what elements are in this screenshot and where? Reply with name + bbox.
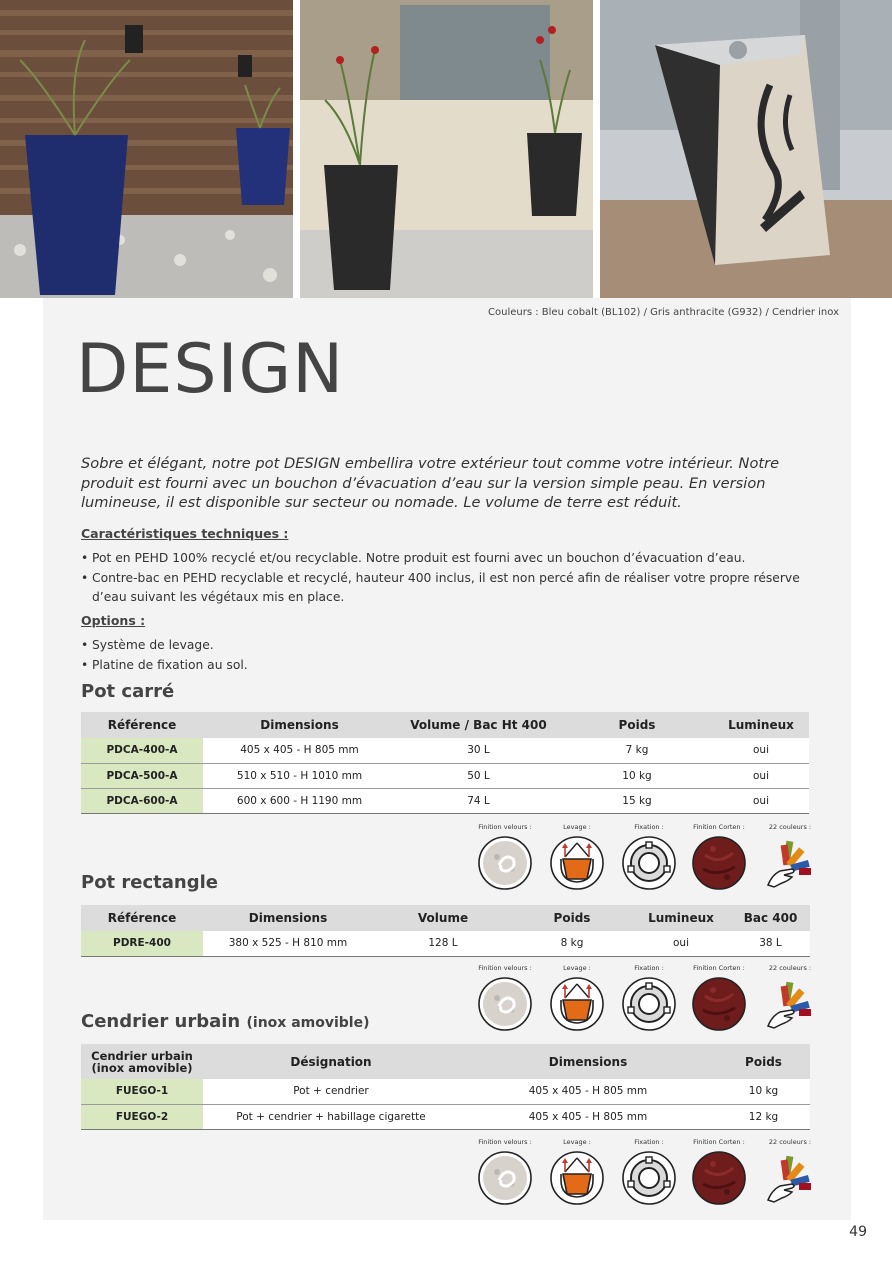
characteristics-list — [81, 549, 811, 608]
table-cell: 15 kg — [561, 788, 713, 813]
icon-label: Levage : — [563, 823, 591, 831]
corten-finish-item — [684, 823, 754, 891]
list-item: • Contre-bac en PEHD recyclable et recyclé, hauteur 400 inclus, il est non percé afin de réaliser votre propre réserve d’eau suivant les végétaux mis en place. — [81, 569, 811, 608]
table-header: Référence — [81, 905, 203, 931]
corten-finish-icon — [684, 1150, 754, 1206]
icon-label: Levage : — [563, 1138, 591, 1146]
table-header: Dimensions — [203, 712, 396, 738]
corten-finish-item — [684, 1138, 754, 1206]
characteristics-heading: Caractéristiques techniques : — [81, 526, 289, 541]
table-cell: 405 x 405 - H 805 mm — [203, 738, 396, 763]
table-row — [81, 738, 809, 763]
page-title: DESIGN — [76, 330, 345, 409]
table-cell: 380 x 525 - H 810 mm — [203, 931, 373, 956]
lifting-icon — [542, 835, 612, 891]
table-header: Cendrier urbain (inox amovible) — [81, 1044, 203, 1079]
fixation-icon — [614, 976, 684, 1032]
fixation-icon — [614, 1150, 684, 1206]
icon-label: Fixation : — [634, 1138, 664, 1146]
table-cell: FUEGO-1 — [81, 1079, 203, 1104]
velours-finish-icon — [470, 835, 540, 891]
fixation-item — [614, 964, 684, 1032]
fixation-item — [614, 823, 684, 891]
intro-paragraph: Sobre et élégant, notre pot DESIGN embellira votre extérieur tout comme votre intérieur. Notre produit est fourni avec un bouchon d’évacuation d’eau sur la version simple peau. En version lumineuse, il est disponible sur secteur ou nomade. Le volume de terre est réduit. — [81, 455, 780, 511]
table-header: Lumineux — [631, 905, 731, 931]
table-row — [81, 1104, 810, 1129]
list-item: • Système de levage. — [81, 636, 811, 656]
lifting-icon — [542, 1150, 612, 1206]
icon-label: Finition velours : — [478, 1138, 532, 1146]
velours-finish-item — [470, 1138, 540, 1206]
table-cell: 12 kg — [717, 1104, 810, 1129]
velours-finish-item — [470, 964, 540, 1032]
table-cell: Pot + cendrier + habillage cigarette — [203, 1104, 459, 1129]
icon-label: Finition Corten : — [693, 1138, 745, 1146]
table-row — [81, 763, 809, 788]
velours-finish-icon — [470, 1150, 540, 1206]
table-cell: Pot + cendrier — [203, 1079, 459, 1104]
color-palette-item — [755, 1138, 825, 1206]
icon-label: 22 couleurs : — [768, 964, 812, 972]
icon-label: Fixation : — [634, 964, 664, 972]
corten-finish-item — [684, 964, 754, 1032]
icon-label: Levage : — [563, 964, 591, 972]
table-header: Poids — [561, 712, 713, 738]
options-list — [81, 636, 811, 675]
table-cell: oui — [631, 931, 731, 956]
icon-label: Finition velours : — [478, 823, 532, 831]
table-cell: 405 x 405 - H 805 mm — [459, 1079, 717, 1104]
table-cell: oui — [713, 788, 809, 813]
icon-label: 22 couleurs : — [768, 823, 812, 831]
list-item: • Pot en PEHD 100% recyclé et/ou recyclable. Notre produit est fourni avec un bouchon d’évacuation d’eau. — [81, 549, 811, 569]
table-header: Dimensions — [459, 1044, 717, 1079]
table-cell: PDCA-400-A — [81, 738, 203, 763]
table-header-row — [81, 1044, 810, 1079]
table-cell: 510 x 510 - H 1010 mm — [203, 763, 396, 788]
table-header-row — [81, 712, 809, 738]
table-header: Bac 400 — [731, 905, 810, 931]
pot-carre-title: Pot carré — [81, 681, 175, 702]
icon-label: Finition Corten : — [693, 823, 745, 831]
table-header: Volume — [373, 905, 513, 931]
lifting-icon — [542, 976, 612, 1032]
color-palette-icon — [755, 1150, 825, 1206]
cendrier-title-main: Cendrier urbain — [81, 1011, 241, 1032]
pot-rectangle-table — [81, 905, 810, 957]
table-cell: 10 kg — [561, 763, 713, 788]
velours-finish-icon — [470, 976, 540, 1032]
cendrier-title — [81, 1011, 370, 1032]
table-header-row — [81, 905, 810, 931]
finish-icons-row — [470, 964, 815, 1044]
table-cell: PDCA-600-A — [81, 788, 203, 813]
color-palette-icon — [755, 835, 825, 891]
photo-blue-planters — [0, 0, 293, 298]
table-header: Poids — [513, 905, 631, 931]
lifting-item — [542, 823, 612, 891]
colors-caption: Couleurs : Bleu cobalt (BL102) / Gris anthracite (G932) / Cendrier inox — [488, 307, 839, 318]
lifting-item — [542, 1138, 612, 1206]
table-cell: PDCA-500-A — [81, 763, 203, 788]
table-cell: 30 L — [396, 738, 561, 763]
table-cell: 38 L — [731, 931, 810, 956]
table-cell: 128 L — [373, 931, 513, 956]
table-header: Dimensions — [203, 905, 373, 931]
table-cell: oui — [713, 738, 809, 763]
table-header: Désignation — [203, 1044, 459, 1079]
color-palette-item — [755, 823, 825, 891]
table-header: Référence — [81, 712, 203, 738]
color-palette-icon — [755, 976, 825, 1032]
table-header: Volume / Bac Ht 400 — [396, 712, 561, 738]
list-item: • Platine de fixation au sol. — [81, 656, 811, 676]
table-header: Poids — [717, 1044, 810, 1079]
table-cell: 74 L — [396, 788, 561, 813]
table-cell: FUEGO-2 — [81, 1104, 203, 1129]
pot-carre-table — [81, 712, 809, 814]
cendrier-table — [81, 1044, 810, 1130]
lifting-item — [542, 964, 612, 1032]
color-palette-item — [755, 964, 825, 1032]
photo-ashtray-planter — [600, 0, 892, 298]
icon-label: Finition Corten : — [693, 964, 745, 972]
icon-label: Finition velours : — [478, 964, 532, 972]
table-cell: PDRE-400 — [81, 931, 203, 956]
table-cell: oui — [713, 763, 809, 788]
table-cell: 600 x 600 - H 1190 mm — [203, 788, 396, 813]
table-row — [81, 788, 809, 813]
table-row — [81, 931, 810, 956]
icon-label: Fixation : — [634, 823, 664, 831]
fixation-icon — [614, 835, 684, 891]
table-cell: 405 x 405 - H 805 mm — [459, 1104, 717, 1129]
table-cell: 10 kg — [717, 1079, 810, 1104]
photo-anthracite-planters — [300, 0, 593, 298]
icon-label: 22 couleurs : — [768, 1138, 812, 1146]
finish-icons-row — [470, 1138, 815, 1218]
cendrier-title-sub: (inox amovible) — [246, 1015, 370, 1031]
table-header: Lumineux — [713, 712, 809, 738]
fixation-item — [614, 1138, 684, 1206]
corten-finish-icon — [684, 835, 754, 891]
table-row — [81, 1079, 810, 1104]
corten-finish-icon — [684, 976, 754, 1032]
table-cell: 50 L — [396, 763, 561, 788]
table-cell: 7 kg — [561, 738, 713, 763]
velours-finish-item — [470, 823, 540, 891]
finish-icons-row — [470, 823, 815, 903]
page-number: 49 — [849, 1224, 867, 1240]
options-heading: Options : — [81, 613, 146, 628]
pot-rectangle-title: Pot rectangle — [81, 872, 219, 893]
table-cell: 8 kg — [513, 931, 631, 956]
